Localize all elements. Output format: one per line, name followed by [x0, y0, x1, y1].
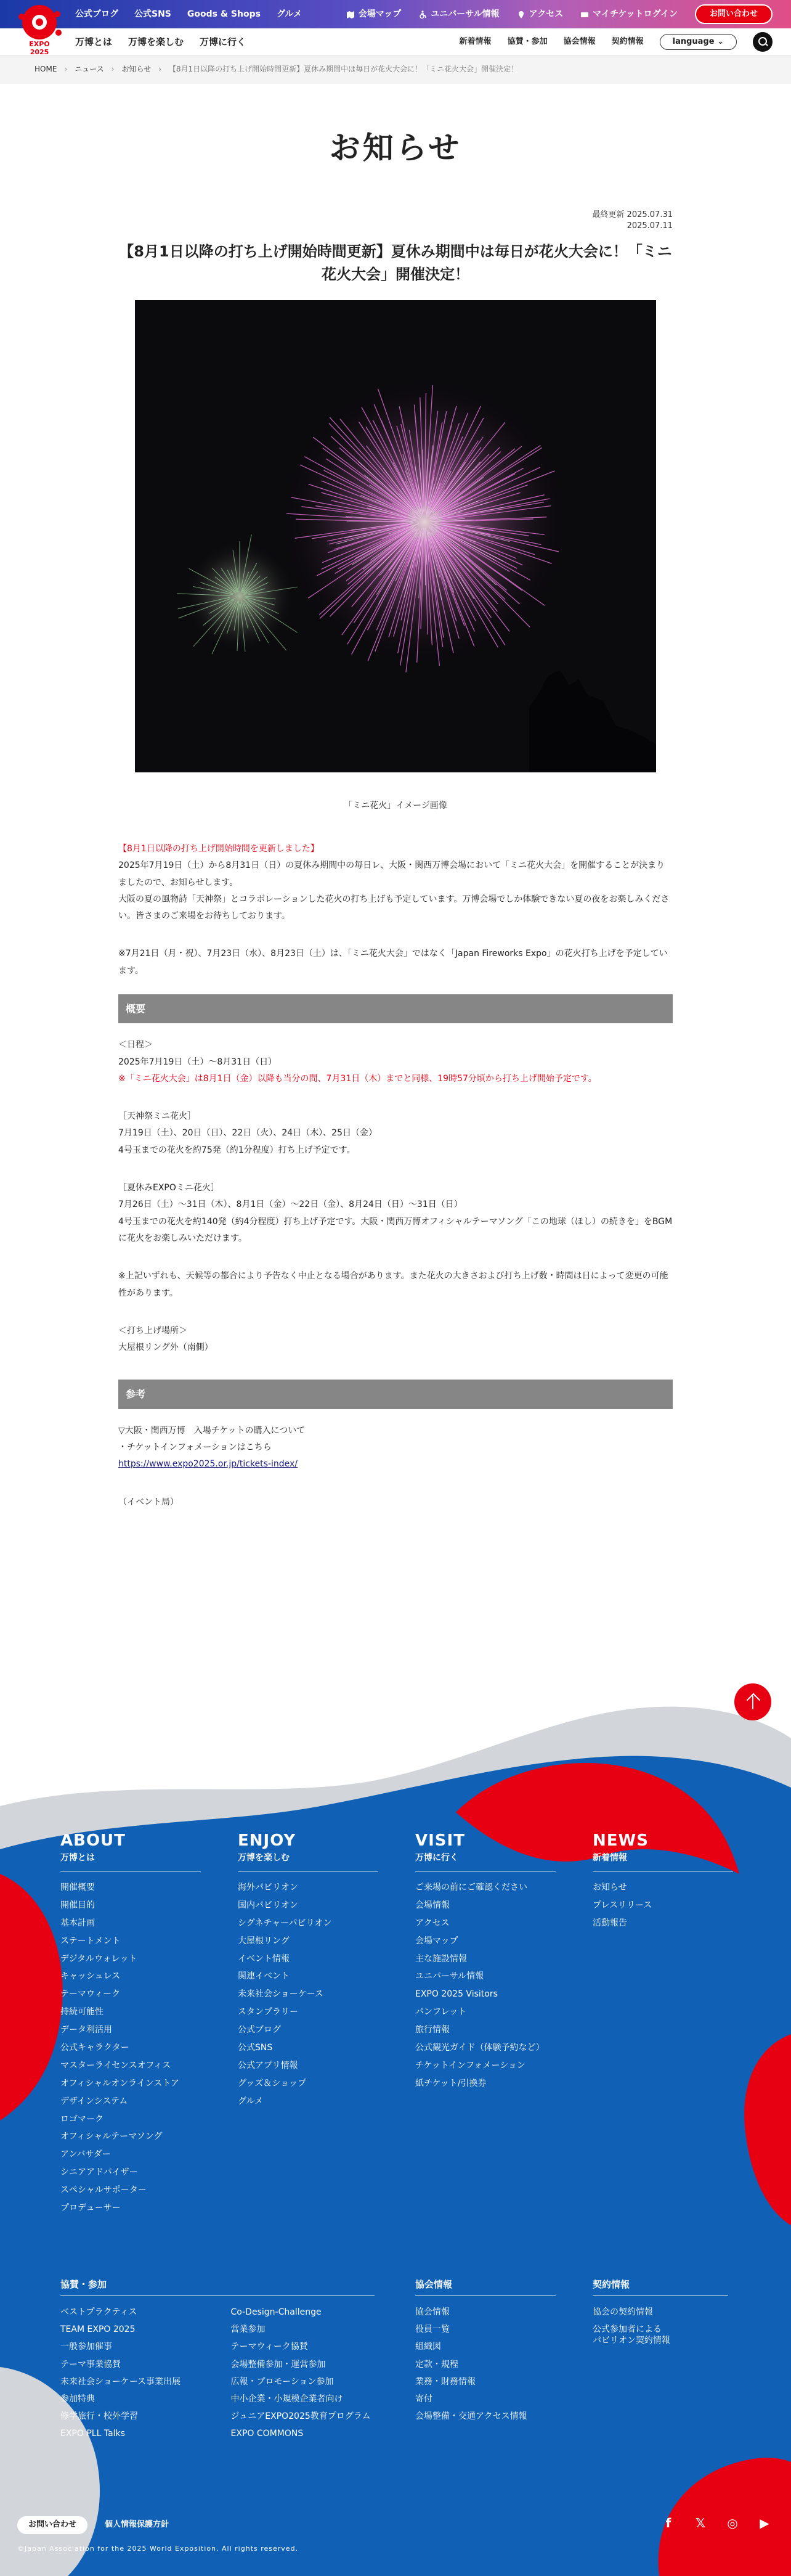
footer-link[interactable]: EXPO COMMONS: [230, 2429, 304, 2439]
top-link-goods[interactable]: Goods & Shops: [187, 9, 261, 19]
article-dates: [592, 210, 673, 231]
footer-link[interactable]: 国内パビリオン: [238, 1900, 298, 1910]
footer-link[interactable]: 会場整備参加・運営参加: [230, 2359, 326, 2370]
image-caption: 「ミニ花火」イメージ画像: [344, 801, 447, 811]
nav-news[interactable]: 新着情報: [459, 36, 492, 46]
footer-link[interactable]: 寄付: [415, 2394, 432, 2404]
footer-link[interactable]: グッズ＆ショップ: [238, 2078, 307, 2088]
page-title: お知らせ: [329, 130, 462, 166]
footer-link[interactable]: 公式参加者による パビリオン契約情報: [593, 2325, 670, 2346]
main-nav: [0, 28, 791, 55]
footer-link[interactable]: 協会情報: [415, 2307, 450, 2317]
place-value: 大屋根リング外（南側）: [118, 1343, 213, 1353]
footer-link[interactable]: 関連イベント: [238, 1971, 290, 1982]
breadcrumb-separator: ›: [64, 65, 68, 74]
footer-col-news: NEWS 新着情報 お知らせ プレスリリース 活動報告: [593, 1832, 740, 1932]
footer-col-visit: VISIT 万博に行く ご来場の前にご確認ください 会場情報 アクセス 会場マップ 主な施設情報 ユニバーサル情報 EXPO 2025 Visitors パンフレット 旅行情報 公式観光ガイド（体験予約など） チケットインフォメーション 紙チケット/引換券: [415, 1832, 563, 2093]
main-nav-links: [75, 28, 246, 55]
footer-link[interactable]: スペシャルサポーター: [60, 2185, 147, 2196]
footer-link[interactable]: 持続可能性: [60, 2007, 103, 2018]
youtube-icon[interactable]: ▶: [760, 2516, 769, 2530]
footer-link[interactable]: デザインシステム: [60, 2096, 128, 2106]
section-heading-overview: 概要: [118, 994, 673, 1023]
ticket-info-link[interactable]: https://www.expo2025.or.jp/tickets-index/: [118, 1459, 298, 1470]
footer-link[interactable]: 基本計画: [60, 1918, 95, 1928]
footer-link[interactable]: デジタルウォレット: [60, 1953, 137, 1964]
footer-link[interactable]: テーマウィーク: [60, 1989, 121, 2000]
footer-link[interactable]: パンフレット: [415, 2007, 467, 2018]
top-link-sns[interactable]: 公式SNS: [134, 9, 171, 19]
universal-info-link[interactable]: ユニバーサル情報: [418, 7, 499, 21]
nav-sponsor[interactable]: 協賛・参加: [507, 36, 548, 46]
map-icon: [346, 10, 355, 18]
footer-link[interactable]: ユニバーサル情報: [415, 1971, 484, 1982]
copyright: ©Japan Association for the 2025 World Exposition. All rights reserved.: [17, 2545, 299, 2553]
footer-link[interactable]: 開催概要: [60, 1882, 95, 1892]
sub-nav-links: [460, 28, 773, 55]
footer-contract-section: 契約情報 協会の契約情報 公式参加者による パビリオン契約情報: [593, 2277, 728, 2350]
footer-link[interactable]: グルメ: [238, 2096, 264, 2106]
footer-link[interactable]: EXPO 2025 Visitors: [415, 1989, 498, 2000]
section-heading-reference: 参考: [118, 1380, 673, 1409]
footer-link[interactable]: 公式キャラクター: [60, 2043, 129, 2053]
expo-logo-mark: [22, 5, 57, 39]
reference-item: ・チケットインフォメーションはこちら: [118, 1442, 272, 1452]
logo-text: EXPO 2025: [29, 40, 50, 56]
footer-link[interactable]: 旅行情報: [415, 2025, 450, 2035]
footer-link[interactable]: オフィシャルオンラインストア: [60, 2078, 179, 2088]
breadcrumb-separator: ›: [158, 65, 161, 74]
caution-note: ※上記いずれも、天候等の都合により予告なく中止となる場合があります。また花火の大きさおよび打ち上げ数・時間は日によって変更の可能性があります。: [118, 1271, 668, 1298]
privacy-policy-link[interactable]: 個人情報保護方針: [105, 2520, 169, 2529]
nav-contract[interactable]: 契約情報: [611, 36, 644, 46]
access-link[interactable]: アクセス: [517, 7, 564, 21]
footer-link[interactable]: シグネチャーパビリオン: [238, 1918, 332, 1928]
footer-link[interactable]: 公式SNS: [238, 2043, 273, 2053]
published-date: 2025.07.11: [627, 221, 673, 231]
breadcrumb-home[interactable]: HOME: [34, 65, 57, 74]
updated-date: 最終更新 2025.07.31: [592, 210, 673, 219]
footer-sponsor-section: 協賛・参加 ベストプラクティス TEAM EXPO 2025 一般参加催事 テーマ事業協賛 未来社会ショーケース事業出展 参加特典 修学旅行・校外学習 EXPO PLL Talks Co-Design-Challenge 営業参加 テーマウィーク協賛 会場整備参加・運営参加 広報・プロモーション参加 中小企業・小規模企業者向け ジュニアEXPO2025教育プログラム EXPO COMMONS: [60, 2277, 375, 2443]
footer-link[interactable]: 開催目的: [60, 1900, 95, 1910]
instagram-icon[interactable]: ◎: [727, 2516, 738, 2530]
footer-link[interactable]: テーマウィーク協賛: [230, 2342, 308, 2352]
logo-dot: [18, 14, 25, 20]
article-title: 【8月1日以降の打ち上げ開始時間更新】夏休み期間中は毎日が花火大会に！「ミニ花火大会」開催決定！: [119, 243, 672, 284]
footer-link[interactable]: 広報・プロモーション参加: [230, 2376, 334, 2387]
footer-col-about: ABOUT 万博とは 開催概要 開催目的 基本計画 ステートメント デジタルウォレット キャッシュレス テーマウィーク 持続可能性 データ利活用 公式キャラクター マスターライセンスオフィス オフィシャルオンラインストア デザインシステム ロゴマーク オフィシャルテーマソング アンバサダー シニアアドバイザー スペシャルサポーター プロデューサー: [60, 1832, 208, 2217]
footer-link[interactable]: お知らせ: [593, 1882, 627, 1892]
nav-about[interactable]: 万博とは: [75, 36, 113, 47]
update-notice: 【8月1日以降の打ち上げ開始時間を更新しました】: [118, 844, 319, 854]
schedule-label: ＜日程＞: [118, 1040, 153, 1050]
pin-icon: [517, 10, 525, 18]
facebook-icon[interactable]: f: [665, 2516, 671, 2530]
footer-link[interactable]: データ利活用: [60, 2025, 112, 2035]
breadcrumb-news[interactable]: ニュース: [75, 65, 104, 74]
footer-link[interactable]: マスターライセンスオフィス: [60, 2060, 171, 2071]
footer-link[interactable]: 営業参加: [230, 2325, 266, 2335]
note-paragraph: ※7月21日（月・祝）、7月23日（水）、8月23日（土）は、「ミニ花火大会」ではなく「Japan Fireworks Expo」の花火打ち上げを予定しています。: [118, 949, 668, 976]
footer-link[interactable]: TEAM EXPO 2025: [60, 2325, 136, 2335]
footer-link[interactable]: ベストプラクティス: [60, 2307, 137, 2317]
footer-link[interactable]: 業務・財務情報: [415, 2376, 476, 2387]
footer-link[interactable]: 参加特典: [60, 2394, 95, 2404]
my-ticket-login-link[interactable]: マイチケットログイン: [580, 7, 678, 21]
footer-link[interactable]: 主な施設情報: [415, 1953, 467, 1964]
social-links: [660, 2515, 773, 2531]
venue-map-link[interactable]: 会場マップ: [346, 7, 401, 21]
language-select[interactable]: language ⌄: [660, 34, 737, 51]
footer-link[interactable]: 修学旅行・校外学習: [60, 2411, 138, 2422]
breadcrumb-notice[interactable]: お知らせ: [121, 65, 152, 74]
summer-description: 4号玉までの花火を約140発（約4分程度）打ち上げ予定です。大阪・関西万博オフィシャルテーマソング「この地球（ほし）の続きを」をBGMに花火をお楽しみいただけます。: [118, 1216, 673, 1243]
chevron-down-icon: ⌄: [717, 36, 724, 46]
top-bar: [0, 0, 791, 28]
breadcrumb: [0, 55, 791, 84]
footer-link[interactable]: スタンプラリー: [238, 2007, 298, 2018]
intro-paragraph: 大阪の夏の風物詩「天神祭」とコラボレーションした花火の打ち上げも予定しています。万博会場でしか体験できない夏の夜をお楽しみください。皆さまのご来場をお待ちしております。: [118, 894, 670, 922]
footer-link[interactable]: オフィシャルテーマソング: [60, 2132, 163, 2142]
footer-link[interactable]: イベント情報: [238, 1953, 290, 1964]
footer-bottom-links: [17, 2516, 169, 2534]
back-to-top-button[interactable]: [734, 1683, 771, 1720]
footer-link[interactable]: 紙チケット/引換券: [415, 2078, 487, 2088]
footer-link[interactable]: テーマ事業協賛: [60, 2359, 121, 2370]
footer-link[interactable]: 会場マップ: [415, 1936, 458, 1946]
top-link-gourmet[interactable]: グルメ: [276, 9, 302, 19]
breadcrumb-current: 【8月1日以降の打ち上げ開始時間更新】夏休み期間中は毎日が花火大会に！「ミニ花火大会」開催決定！: [168, 65, 519, 74]
logo-dot: [54, 11, 60, 17]
wheelchair-icon: [418, 10, 427, 18]
footer-link[interactable]: Co-Design-Challenge: [230, 2307, 322, 2317]
footer-col-enjoy: ENJOY 万博を楽しむ 海外パビリオン 国内パビリオン シグネチャーパビリオン 大屋根リング イベント情報 関連イベント 未来社会ショーケース スタンプラリー 公式ブログ 公式SNS 公式アプリ情報 グッズ＆ショップ グルメ: [238, 1832, 386, 2111]
footer-link[interactable]: 大屋根リング: [238, 1936, 290, 1946]
x-icon[interactable]: 𝕏: [695, 2516, 706, 2530]
footer-link[interactable]: 会場情報: [415, 1900, 450, 1910]
summer-dates: 7月26日（土）〜31日（木）、8月1日（金）〜22日（金）、8月24日（日）〜31日（日）: [118, 1200, 463, 1210]
footer-link[interactable]: ロゴマーク: [60, 2114, 103, 2124]
footer-link[interactable]: EXPO PLL Talks: [60, 2429, 125, 2439]
footer-link[interactable]: 公式アプリ情報: [238, 2060, 298, 2071]
footer-link[interactable]: プレスリリース: [593, 1900, 652, 1910]
footer-link[interactable]: 会場整備・交通アクセス情報: [415, 2411, 527, 2422]
tenjin-dates: 7月19日（土）、20日（日）、22日（火）、24日（木）、25日（金）: [118, 1128, 377, 1139]
footer-link[interactable]: 公式ブログ: [238, 2025, 281, 2035]
footer-link[interactable]: ジュニアEXPO2025教育プログラム: [230, 2411, 371, 2422]
fireworks-image: [135, 300, 656, 772]
place-label: ＜打ち上げ場所＞: [118, 1325, 187, 1336]
article-body: [118, 841, 673, 1511]
nav-association[interactable]: 協会情報: [563, 36, 596, 46]
nav-enjoy[interactable]: 万博を楽しむ: [128, 36, 184, 47]
footer-link[interactable]: 組織図: [415, 2342, 441, 2352]
nav-visit[interactable]: 万博に行く: [200, 36, 246, 47]
tenjin-label: ［天神祭ミニ花火］: [118, 1111, 196, 1122]
footer-link[interactable]: アクセス: [415, 1918, 450, 1928]
footer-link[interactable]: キャッシュレス: [60, 1971, 121, 1982]
footer-contact-button[interactable]: お問い合わせ: [17, 2516, 87, 2534]
footer-link[interactable]: 公式観光ガイド（体験予約など）: [415, 2043, 545, 2053]
footer-link[interactable]: ステートメント: [60, 1936, 121, 1946]
footer: [0, 1689, 791, 2576]
footer-link[interactable]: シニアアドバイザー: [60, 2167, 138, 2178]
tenjin-description: 4号玉までの花火を約75発（約1分程度）打ち上げ予定です。: [118, 1145, 355, 1155]
footer-link[interactable]: アンバサダー: [60, 2149, 111, 2160]
footer-association-section: 協会情報 協会情報 役員一覧 組織図 定款・規程 業務・財務情報 寄付 会場整備・交通アクセス情報: [415, 2277, 556, 2425]
breadcrumb-separator: ›: [111, 65, 115, 74]
footer-link[interactable]: ご来場の前にご確認ください: [415, 1882, 527, 1892]
expo-logo[interactable]: [17, 5, 62, 62]
footer-link[interactable]: 活動報告: [593, 1918, 627, 1928]
footer-link[interactable]: 海外パビリオン: [238, 1882, 298, 1892]
intro-paragraph: 2025年7月19日（土）から8月31日（日）の夏休み期間中の毎日㆑、大阪・関西万博会場において「ミニ花火大会」を開催することが決まりましたので、お知らせします。: [118, 861, 665, 888]
footer-link[interactable]: 定款・規程: [415, 2359, 458, 2370]
summer-label: ［夏休みEXPOミニ花火］: [118, 1183, 219, 1193]
top-link-blog[interactable]: 公式ブログ: [75, 9, 118, 19]
logo-dot: [55, 30, 62, 36]
reference-item: ▽大阪・関西万博 入場チケットの購入について: [118, 1425, 306, 1436]
top-links: [75, 0, 302, 28]
department-note: （イベント局）: [118, 1497, 179, 1507]
footer-link[interactable]: プロデューサー: [60, 2203, 121, 2214]
top-right-links: [346, 0, 773, 28]
footer-link[interactable]: チケットインフォメーション: [415, 2060, 525, 2071]
footer-link[interactable]: 中小企業・小規模企業者向け: [230, 2394, 343, 2404]
footer-link[interactable]: 一般参加催事: [60, 2342, 112, 2352]
ticket-icon: [580, 10, 589, 18]
footer-link[interactable]: 役員一覧: [415, 2325, 450, 2335]
footer-link[interactable]: 協会の契約情報: [593, 2307, 653, 2317]
schedule-note: ※「ミニ花火大会」は8月1日（金）以降も当分の間、7月31日（木）までと同様、19時57分頃から打ち上げ開始予定です。: [118, 1073, 597, 1084]
schedule-dates: 2025年7月19日（土）〜8月31日（日）: [118, 1057, 277, 1067]
contact-button[interactable]: お問い合わせ: [695, 4, 773, 25]
footer-link[interactable]: 未来社会ショーケース: [238, 1989, 324, 2000]
footer-link[interactable]: 未来社会ショーケース事業出展: [60, 2376, 181, 2387]
search-button[interactable]: [753, 32, 773, 52]
